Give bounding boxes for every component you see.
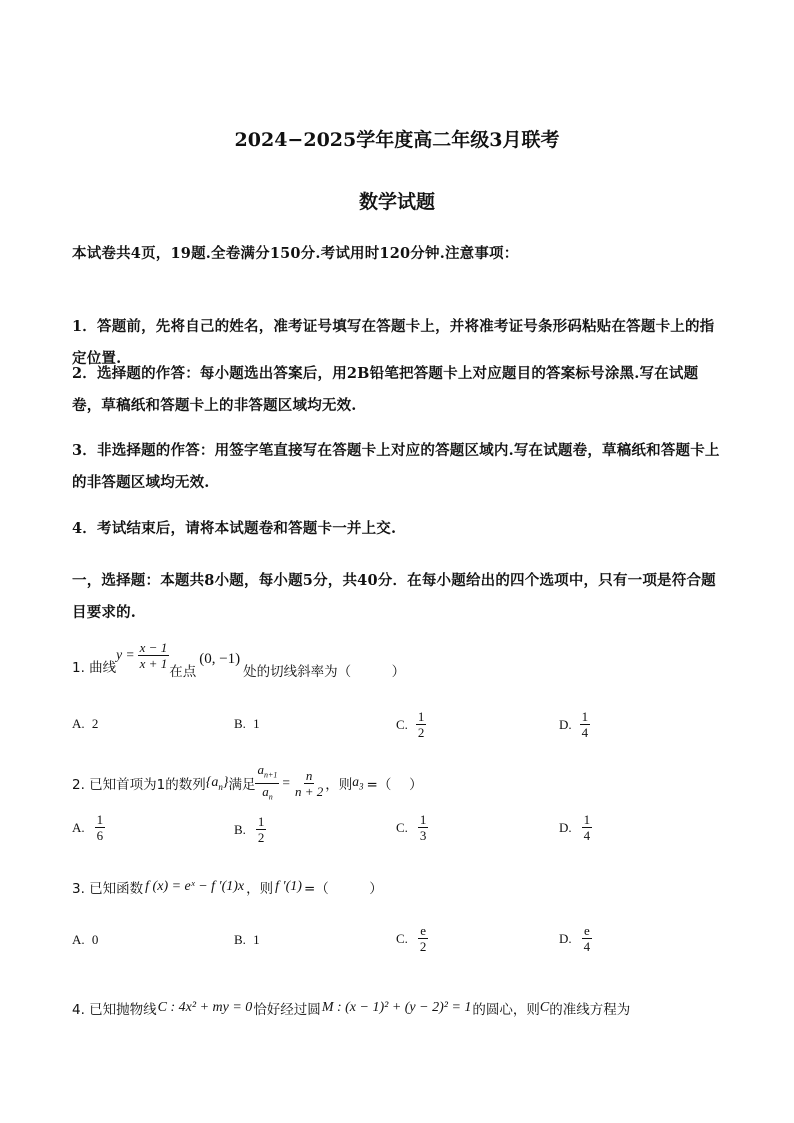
question-1: [72, 639, 732, 680]
q1-mid: 在点: [169, 664, 197, 680]
q2-mid: 满足: [228, 777, 256, 794]
q1-numerator: x − 1: [139, 639, 168, 655]
q1-prefix: 1. 曲线: [72, 660, 117, 676]
q3-option-a[interactable]: [72, 932, 98, 948]
option-fraction: $\frac{1}{3}$: [419, 812, 427, 843]
q3-option-b[interactable]: [234, 932, 260, 948]
q2-prefix: 2. 已知首项为1的数列: [72, 777, 206, 794]
instruction-item-1: 1．答题前，先将自己的姓名，准考证号填写在答题卡上，并将准考证号条形码粘贴在答题卡上的指定位置.: [72, 318, 715, 367]
q2-option-c[interactable]: [396, 812, 428, 843]
q3-prefix: 3. 已知函数: [72, 881, 144, 897]
question-2: [72, 762, 732, 804]
instruction-item-3: 3．非选择题的作答：用签字笔直接写在答题卡上对应的答题区域内.写在试题卷，草稿纸和答题卡上的非答题区域均无效.: [72, 442, 720, 491]
q4-suffix: 的准线方程为: [549, 1002, 631, 1018]
q2-sequence: $\{a_n\}$: [205, 774, 229, 792]
option-label: B.: [234, 821, 246, 837]
q2-rhs-fraction: $\frac{n}{n + 2}$: [295, 767, 324, 799]
q3-ask: f ′(1): [275, 879, 302, 894]
option-label: C.: [396, 819, 408, 835]
q3-option-c[interactable]: [396, 923, 428, 954]
exam-title: 2024−2025学年度高二年级3月联考: [234, 129, 560, 151]
option-fraction: $\frac{e}{4}$: [583, 923, 591, 954]
q3-option-d[interactable]: [559, 923, 592, 954]
q1-option-b[interactable]: [234, 716, 260, 732]
q2-equals: =: [282, 775, 291, 791]
q1-suffix: 处的切线斜率为（ ）: [243, 664, 406, 680]
option-label: A.: [72, 819, 85, 835]
q4-parabola: C : 4x² + my = 0: [157, 1000, 253, 1015]
question-4: [72, 998, 732, 1018]
instruction-item-2: 2．选择题的作答：每小题选出答案后，用2B铅笔把答题卡上对应题目的答案标号涂黑.写在试题卷，草稿纸和答题卡上的非答题区域均无效.: [72, 365, 699, 414]
q1-option-d[interactable]: [559, 709, 590, 740]
option-fraction: $\frac{e}{2}$: [419, 923, 427, 954]
option-value: 1: [253, 932, 260, 947]
q1-denominator: x + 1: [139, 655, 168, 671]
q4-prefix: 4. 已知抛物线: [72, 1002, 157, 1018]
option-value: 2: [91, 716, 99, 731]
q4-circle: M : (x − 1)² + (y − 2)² = 1: [321, 1000, 472, 1015]
option-label: D.: [559, 930, 572, 946]
option-fraction: $\frac{1}{4}$: [581, 709, 589, 740]
option-label: A.: [72, 716, 85, 731]
option-fraction: $\frac{1}{6}$: [96, 812, 104, 843]
q3-suffix: =（ ）: [303, 881, 383, 897]
option-label: C.: [396, 716, 408, 732]
exam-subject: 数学试题: [358, 191, 435, 213]
option-label: D.: [559, 819, 572, 835]
q4-mid: 恰好经过圆: [253, 1002, 321, 1018]
option-fraction: $\frac{1}{4}$: [583, 812, 591, 843]
instructions-intro: 本试卷共4页，19题.全卷满分150分.考试用时120分钟.注意事项：: [72, 245, 519, 262]
q2-option-a[interactable]: [72, 812, 105, 843]
q2-suffix: =（ ）: [366, 777, 423, 794]
q2-ask: $a_3$: [352, 774, 364, 792]
q2-option-b[interactable]: [234, 814, 266, 845]
option-fraction: $\frac{1}{2}$: [417, 709, 425, 740]
option-label: B.: [234, 716, 246, 731]
q1-option-a[interactable]: [72, 716, 98, 732]
q4-c: C: [539, 1000, 550, 1015]
q2-lhs-fraction: $\frac{a_{n+1}}{a_n}$: [257, 762, 278, 802]
question-3: [72, 877, 732, 897]
q3-tail: ，则: [246, 881, 274, 897]
option-label: B.: [234, 932, 246, 947]
section-heading: 一，选择题：本题共8小题，每小题5分，共40分．在每小题给出的四个选项中，只有一项是符合题目要求的.: [72, 572, 716, 621]
q1-lhs: y =: [116, 647, 135, 662]
q1-option-c[interactable]: [396, 709, 426, 740]
q1-fraction: [138, 640, 170, 671]
q4-tail: 的圆心，则: [472, 1002, 540, 1018]
option-label: A.: [72, 932, 85, 947]
option-label: D.: [559, 716, 572, 732]
option-fraction: $\frac{1}{2}$: [257, 814, 265, 845]
q2-option-d[interactable]: [559, 812, 592, 843]
option-value: 1: [253, 716, 260, 731]
option-value: 0: [91, 932, 99, 947]
q3-expression: f (x) = eˣ − f ′(1)x: [145, 879, 245, 894]
q1-point: (0, −1): [199, 650, 241, 667]
option-label: C.: [396, 930, 408, 946]
instruction-item-4: 4．考试结束后，请将本试题卷和答题卡一并上交.: [72, 520, 397, 537]
q2-tail: ，则: [325, 777, 353, 794]
